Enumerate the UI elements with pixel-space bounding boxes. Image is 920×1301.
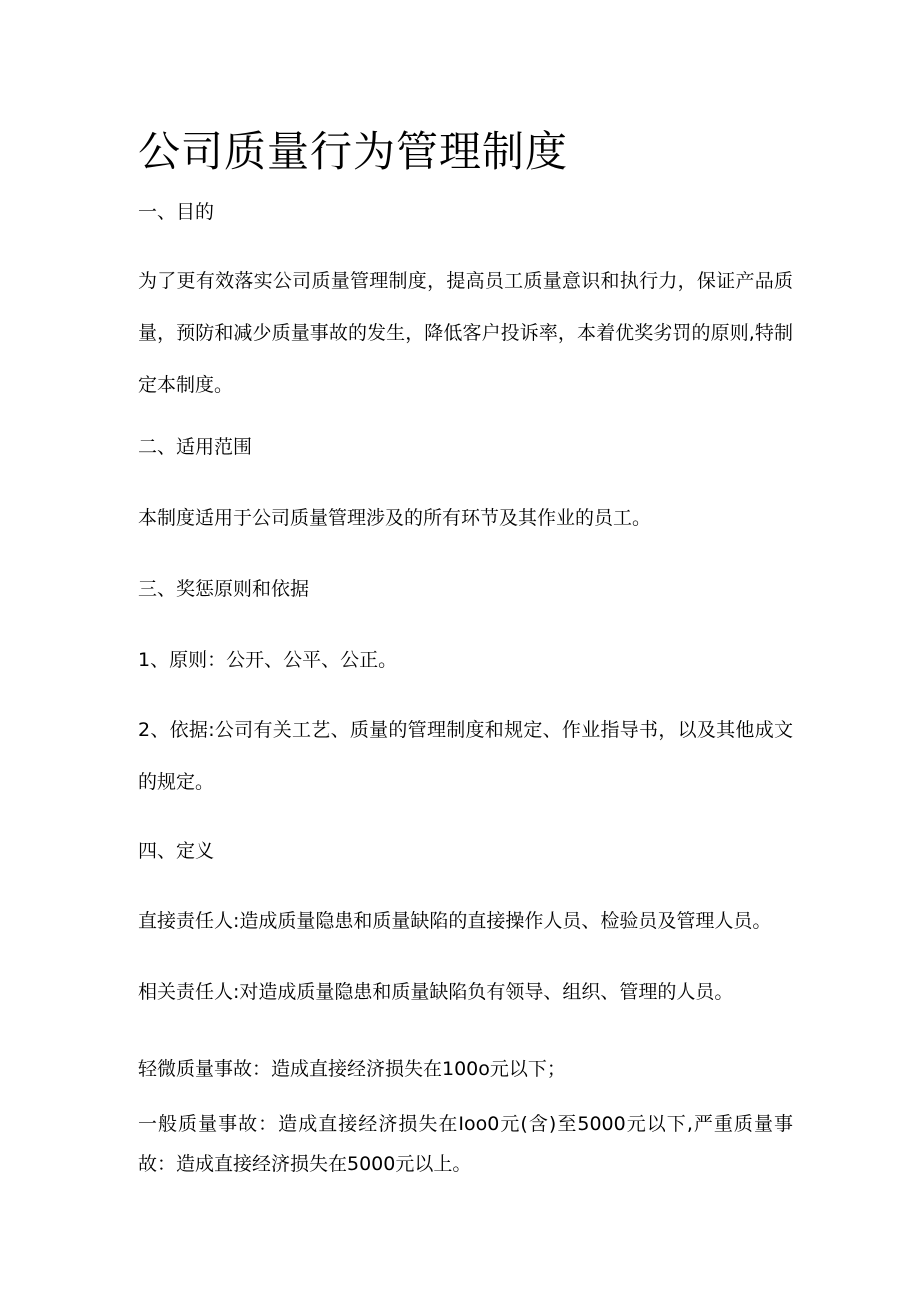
section-heading-principles: 三、奖惩原则和依据 — [138, 578, 310, 600]
section-heading-scope: 二、适用范围 — [138, 436, 253, 458]
definition-general-severe-accident: 一般质量事故：造成直接经济损失在Ioo0元(含)至5000元以下,严重质量事故：造成直接经济损失在5000元以上。 — [138, 1113, 793, 1175]
section-heading-definitions: 四、定义 — [138, 840, 215, 862]
paragraph-principle-2: 2、依据:公司有关工艺、质量的管理制度和规定、作业指导书，以及其他成文的规定。 — [138, 719, 793, 793]
paragraph-principle-1: 1、原则：公开、公平、公正。 — [138, 649, 398, 671]
section-heading-purpose: 一、目的 — [138, 201, 215, 223]
definition-direct-responsible: 直接责任人:造成质量隐患和质量缺陷的直接操作人员、检验员及管理人员。 — [138, 910, 772, 932]
document-title: 公司质量行为管理制度 — [138, 127, 569, 176]
paragraph-scope: 本制度适用于公司质量管理涉及的所有环节及其作业的员工。 — [138, 507, 652, 529]
paragraph-purpose: 为了更有效落实公司质量管理制度，提高员工质量意识和执行力，保证产品质量，预防和减少质量事故的发生，降低客户投诉率，本着优奖劣罚的原则,特制定本制度。 — [138, 270, 793, 396]
definition-related-responsible: 相关责任人:对造成质量隐患和质量缺陷负有领导、组织、管理的人员。 — [138, 981, 734, 1003]
definition-minor-accident: 轻微质量事故：造成直接经济损失在100o元以下； — [138, 1058, 566, 1080]
